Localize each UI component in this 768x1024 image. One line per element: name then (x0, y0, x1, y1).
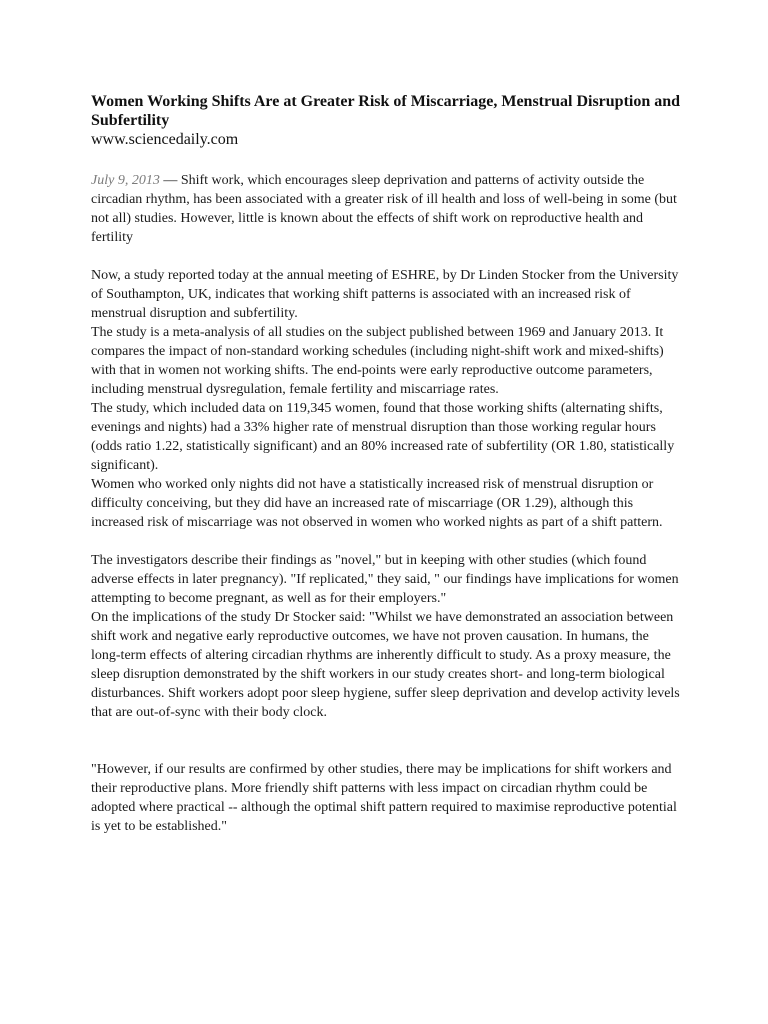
lead-text: — Shift work, which encourages sleep deprivation and patterns of activity outside the circadian rhythm, has been associated with a greater risk of ill health and loss of well-being in some (but not all) studies. However, little is known about the effects of shift work on reproductive health and fertility (91, 173, 677, 245)
paragraph-conclusion: "However, if our results are confirmed by other studies, there may be implications for shift workers and their reproductive plans. More friendly shift patterns with less impact on circadian rhythm could be adopted where practical -- although the optimal shift pattern required to maximise reproductive potential is yet to be established." (91, 762, 677, 834)
paragraph-implications: On the implications of the study Dr Stocker said: "Whilst we have demonstrated an association between shift work and negative early reproductive outcomes, we have not proven causation. In humans, the long-term effects of altering circadian rhythms are inherently difficult to study. As a proxy measure, the sleep disruption demonstrated by the shift workers in our study creates short- and long-term biological disturbances. Shift workers adopt poor sleep hygiene, suffer sleep deprivation and develop activity levels that are out-of-sync with their body clock. (91, 610, 680, 720)
article-page (91, 92, 681, 836)
paragraph-investigators: The investigators describe their findings as "novel," but in keeping with other studies (which found adverse effects in later pregnancy). "If replicated," they said, " our findings have implications for women attempting to become pregnant, as well as for their employers." (91, 553, 679, 606)
lead-paragraph (91, 171, 681, 247)
paragraph-findings: The study, which included data on 119,345 women, found that those working shifts (alternating shifts, evenings and nights) had a 33% higher rate of menstrual disruption than those working regular hours (odds ratio 1.22, statistically significant) and an 80% increased rate of subfertility (OR 1.80, statistically significant). (91, 401, 675, 473)
paragraph-meta-analysis: The study is a meta-analysis of all studies on the subject published between 1969 and January 2013. It compares the impact of non-standard working schedules (including night-shift work and mixed-shifts) with that in women not working shifts. The end-points were early reproductive outcome parameters, including menstrual dysregulation, female fertility and miscarriage rates. (91, 325, 664, 397)
paragraph-night-workers: Women who worked only nights did not have a statistically increased risk of menstrual disruption or difficulty conceiving, but they did have an increased rate of miscarriage (OR 1.29), although this increased risk of miscarriage was not observed in women who worked nights as part of a shift pattern. (91, 477, 663, 530)
paragraph-study-report: Now, a study reported today at the annual meeting of ESHRE, by Dr Linden Stocker from the University of Southampton, UK, indicates that working shift patterns is associated with an increased risk of menstrual disruption and subfertility. (91, 268, 679, 321)
article-source: www.sciencedaily.com (91, 131, 239, 148)
article-title: Women Working Shifts Are at Greater Risk of Miscarriage, Menstrual Disruption and Subfertility (91, 93, 681, 129)
article-date: July 9, 2013 (91, 173, 160, 188)
